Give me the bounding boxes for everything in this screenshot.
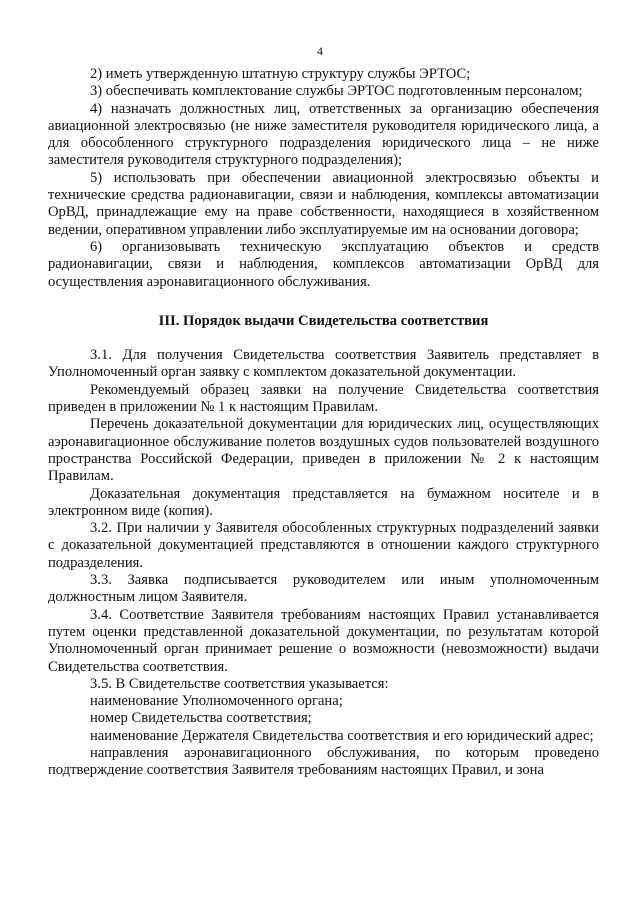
clause-3-3: 3.3. Заявка подписывается руководителем или иным уполномоченным должностным лицом Заявителя. (48, 572, 599, 606)
page-number: 4 (317, 44, 323, 58)
document-body (48, 66, 599, 780)
requirement-item-4: 4) назначать должностных лиц, ответственных за организацию обеспечения авиационной электросвязью (не ниже заместителя руководителя юридического лица, а для обособленного структурного подразделения юридического лица – не ниже заместителя руководителя структурного подразделения); (48, 100, 599, 169)
requirement-item-5: 5) использовать при обеспечении авиационной электросвязью объекты и технические средства радионавигации, связи и наблюдения, комплексы автоматизации ОрВД, принадлежащие ему на праве собственности, находящиеся в хозяйственном ведении, оперативном управлении либо эксплуатируемые им на основании договора; (48, 169, 599, 238)
certificate-field-holder: наименование Держателя Свидетельства соответствия и его юридический адрес; (90, 727, 594, 744)
certificate-field-number: номер Свидетельства соответствия; (90, 710, 312, 727)
section-heading: III. Порядок выдачи Свидетельства соответствия (158, 312, 489, 329)
requirement-item-3: 3) обеспечивать комплектование службы ЭРТОС подготовленным персоналом; (90, 83, 583, 100)
clause-3-1: 3.1. Для получения Свидетельства соответствия Заявитель представляет в Уполномоченный орган заявку с комплектом доказательной документации. (48, 347, 599, 381)
application-sample-paragraph: Рекомендуемый образец заявки на получение Свидетельства соответствия приведен в приложении № 1 к настоящим Правилам. (48, 381, 599, 416)
requirement-item-6: 6) организовывать техническую эксплуатацию объектов и средств радионавигации, связи и наблюдения, комплексов автоматизации ОрВД для осуществления аэронавигационного обслуживания. (48, 238, 599, 290)
documentation-format-paragraph: Доказательная документация представляется на бумажном носителе и в электронном виде (копия). (48, 485, 599, 519)
clause-3-2: 3.2. При наличии у Заявителя обособленных структурных подразделений заявки с доказательной документацией представляются в отношении каждого структурного подразделения. (48, 520, 599, 571)
certificate-field-directions: направления аэронавигационного обслуживания, по которым проведено подтверждение соответствия Заявителя требованиям настоящих Правил, и зона (48, 744, 599, 779)
clause-3-4: 3.4. Соответствие Заявителя требованиям настоящих Правил устанавливается путем оценки представленной доказательной документации, по результатам которой Уполномоченный орган принимает решение о возможности (невозможности) выдачи Свидетельства соответствия. (48, 606, 599, 675)
documentation-list-paragraph: Перечень доказательной документации для юридических лиц, осуществляющих аэронавигационное обслуживание полетов воздушных судов пользователей воздушного пространства Российской Федерации, приведен в приложении № 2 к настоящим Правилам. (48, 416, 599, 485)
clause-3-5: 3.5. В Свидетельстве соответствия указывается: (90, 675, 389, 692)
requirement-item-2: 2) иметь утвержденную штатную структуру службы ЭРТОС; (90, 66, 471, 82)
certificate-field-authority: наименование Уполномоченного органа; (90, 693, 343, 710)
